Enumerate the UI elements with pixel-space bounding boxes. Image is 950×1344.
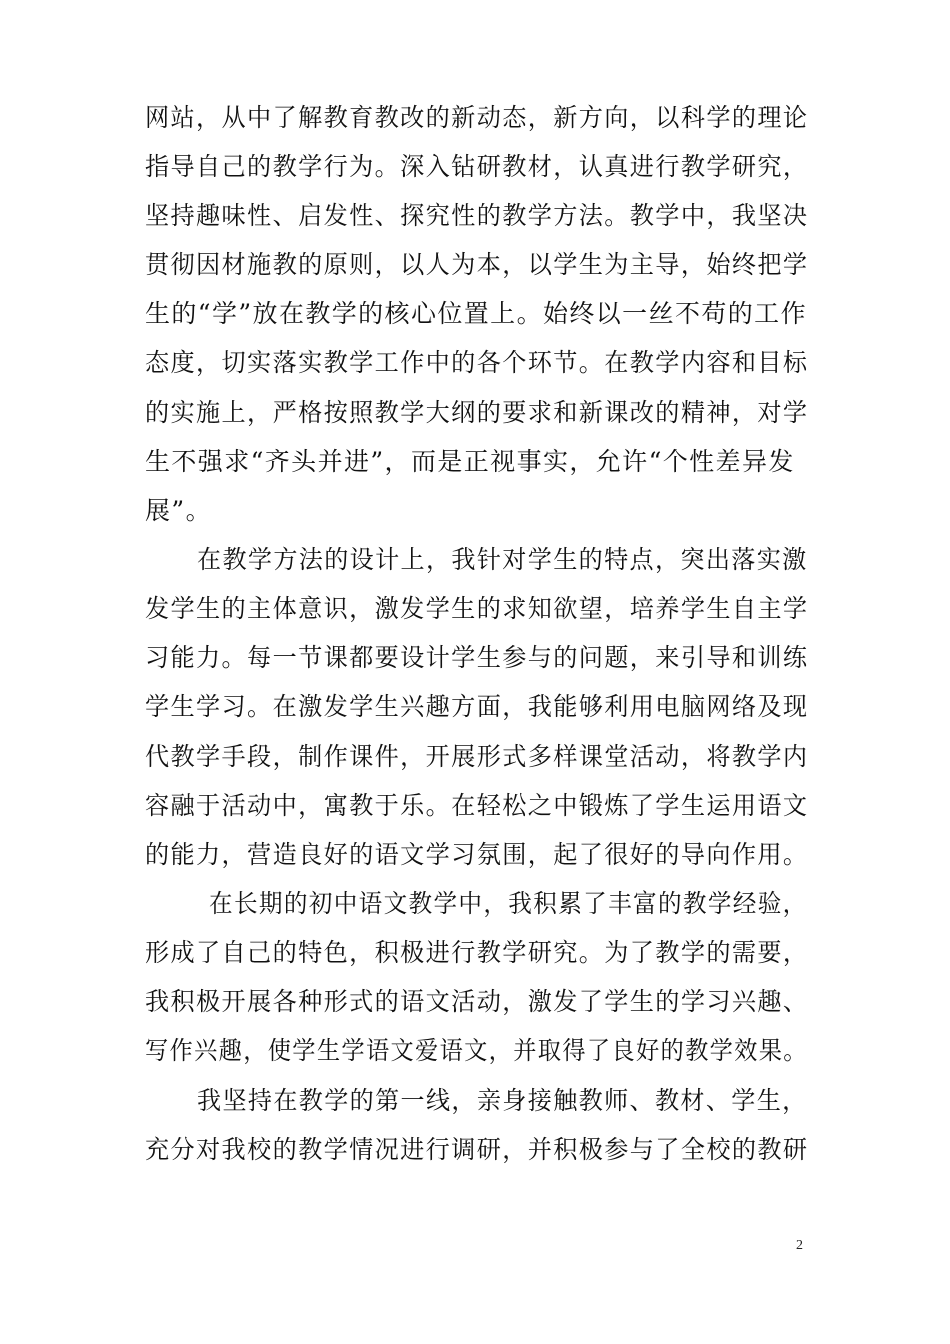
paragraph-first-line: 在长期的初中语文教学中，我积累了丰富的教学经验，: [209, 889, 808, 918]
text-line: 指导自己的教学行为。深入钻研教材，认真进行教学研究，: [145, 152, 809, 181]
text-line: 代教学手段，制作课件，开展形式多样课堂活动，将教学内: [145, 742, 809, 771]
text-line: 的实施上，严格按照教学大纲的要求和新课改的精神，对学: [145, 398, 809, 427]
text-line: 贯彻因材施教的原则，以人为本，以学生为主导，始终把学: [145, 250, 809, 279]
text-line: 学生学习。在激发学生兴趣方面，我能够利用电脑网络及现: [145, 692, 809, 721]
paragraph-first-line: 在教学方法的设计上，我针对学生的特点，突出落实激: [197, 545, 808, 574]
text-line: 网站，从中了解教育教改的新动态，新方向，以科学的理论: [145, 103, 809, 132]
text-line: 的能力，营造良好的语文学习氛围，起了很好的导向作用。: [145, 840, 809, 869]
text-line: 坚持趣味性、启发性、探究性的教学方法。教学中，我坚决: [145, 201, 809, 230]
text-line: 态度，切实落实教学工作中的各个环节。在教学内容和目标: [145, 348, 809, 377]
page-number: 2: [796, 1238, 803, 1253]
text-line: 形成了自己的特色，积极进行教学研究。为了教学的需要，: [145, 938, 809, 967]
paragraph-first-line: 我坚持在教学的第一线，亲身接触教师、教材、学生，: [197, 1086, 808, 1115]
text-line: 生的“学”放在教学的核心位置上。始终以一丝不苟的工作: [145, 299, 807, 328]
text-line: 充分对我校的教学情况进行调研，并积极参与了全校的教研: [145, 1135, 809, 1164]
text-line: 发学生的主体意识，激发学生的求知欲望，培养学生自主学: [145, 594, 809, 623]
text-line: 生不强求“齐头并进”，而是正视事实，允许“个性差异发: [145, 447, 795, 476]
text-line: 我积极开展各种形式的语文活动，激发了学生的学习兴趣、: [145, 987, 809, 1016]
text-line: 展”。: [145, 496, 212, 525]
text-line: 容融于活动中，寓教于乐。在轻松之中锻炼了学生运用语文: [145, 791, 809, 820]
text-line: 写作兴趣，使学生学语文爱语文，并取得了良好的教学效果。: [145, 1036, 808, 1065]
text-line: 习能力。每一节课都要设计学生参与的问题，来引导和训练: [145, 643, 809, 672]
